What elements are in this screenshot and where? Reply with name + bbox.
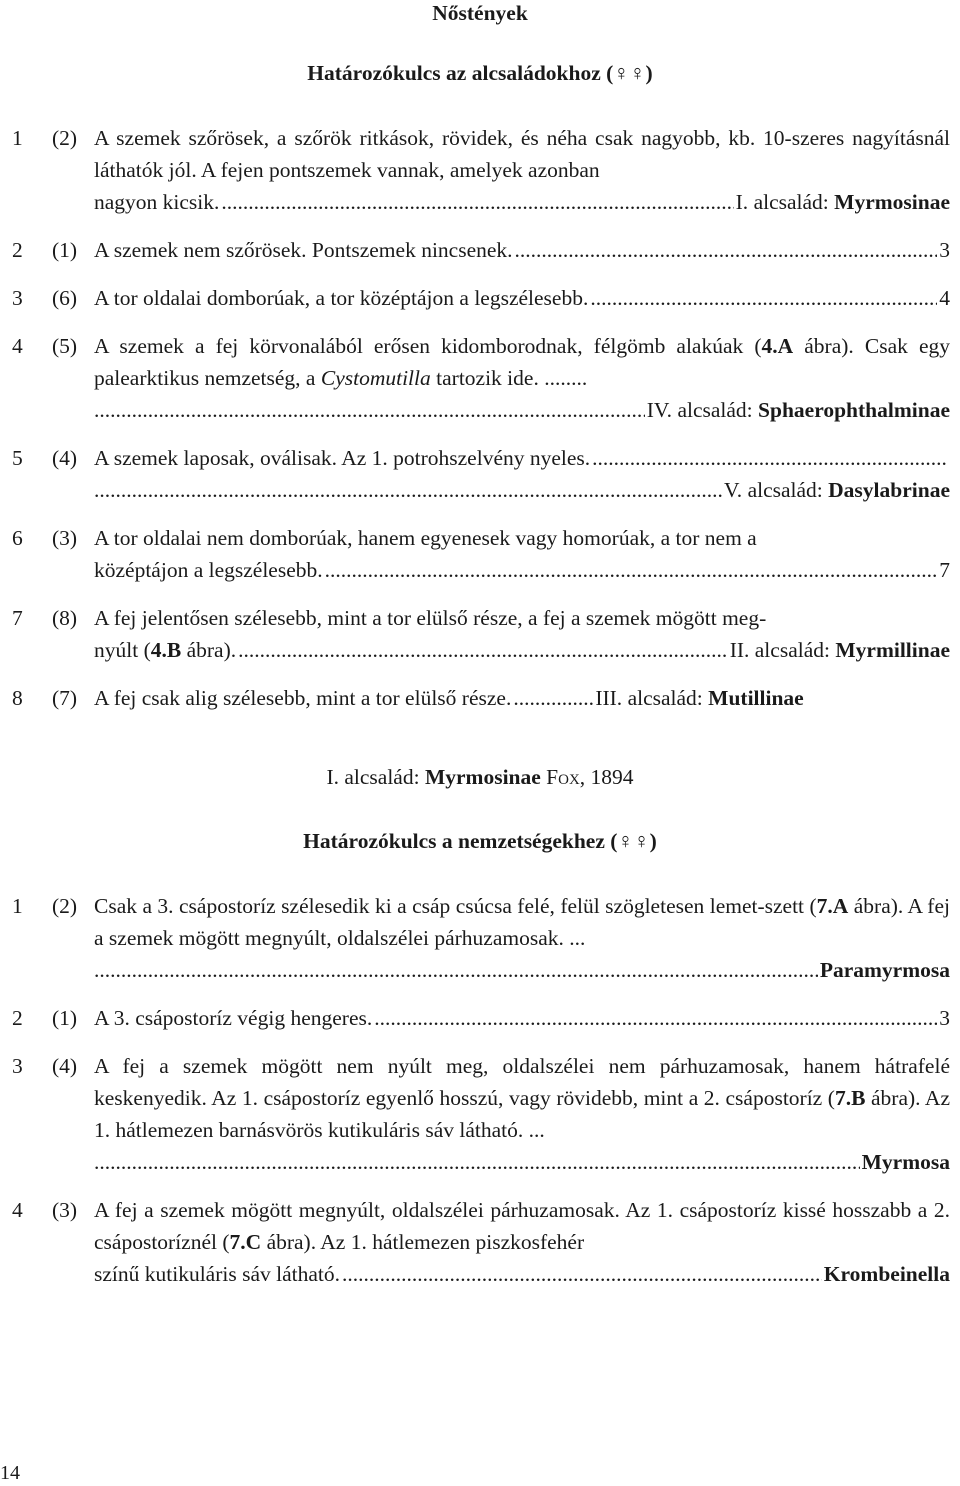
result-taxon: Dasylabrinae <box>828 478 950 502</box>
couplet-lead-line <box>94 954 950 986</box>
leader-dots <box>515 234 938 266</box>
couplet-body <box>94 1050 950 1178</box>
figure-ref: 4.B <box>150 638 182 662</box>
leader-dots: ... <box>523 1118 545 1142</box>
couplet-ref: (6) <box>52 286 78 310</box>
couplet-ref: (3) <box>52 1198 78 1222</box>
key1-title-text: Határozókulcs az alcsaládokhoz (♀♀) <box>307 61 653 85</box>
text-part: ábra). A fej a szemek mögött megnyúlt, oldalszélei párhuzamosak. <box>94 894 950 950</box>
couplet-body <box>94 890 950 986</box>
subfamily-name: Myrmosinae <box>424 765 541 789</box>
couplet-number: 1 <box>12 894 23 918</box>
result-label: alcsalád: <box>742 478 829 502</box>
subfamily-roman: I. <box>326 765 339 789</box>
figure-ref: 7.C <box>229 1230 262 1254</box>
leader-dots <box>590 282 937 314</box>
leader-dots <box>342 1258 822 1290</box>
couplet-lead-line <box>94 682 950 714</box>
leader-dots <box>94 954 818 986</box>
figure-ref: 7.A <box>816 894 849 918</box>
result-label: alcsalád: <box>672 398 759 422</box>
couplet-text <box>94 1194 950 1258</box>
couplet-text <box>94 1050 950 1146</box>
couplet-lead-line <box>94 442 950 474</box>
leader-dots: ........ <box>538 366 588 390</box>
couplet-number: 2 <box>12 1006 23 1030</box>
text-part: ábra). Az 1. hátlemezen barnásvörös kutikuláris sáv látható. <box>94 1086 950 1142</box>
leader-dots <box>513 682 593 714</box>
couplet-result: Myrmosa <box>861 1150 950 1174</box>
leader-dots <box>221 186 733 218</box>
text-part: ábra). Csak egy palearktikus nemzetség, a <box>94 334 950 390</box>
leader-dots <box>592 442 948 474</box>
result-taxon: Mutillinae <box>708 686 804 710</box>
key2-title <box>0 828 960 854</box>
couplet-result <box>724 474 950 506</box>
subfamily-heading <box>0 764 960 790</box>
leader-dots <box>374 1002 937 1034</box>
subfamily-label: alcsalád: <box>338 765 425 789</box>
couplet-lead-line <box>94 1146 950 1178</box>
couplet-body <box>94 1002 950 1034</box>
couplet-number: 5 <box>12 446 23 470</box>
couplet-body <box>94 602 950 666</box>
couplet-result: Krombeinella <box>823 1262 950 1286</box>
text-part: ábra). <box>181 638 237 662</box>
couplet-lead-line <box>94 186 950 218</box>
text-part: A szemek a fej körvonalából erősen kidomborodnak, félgömb alakúak ( <box>94 334 762 358</box>
couplet-result: Paramyrmosa <box>819 958 950 982</box>
result-taxon: Sphaerophthalminae <box>758 398 950 422</box>
result-label: alcsalád: <box>622 686 709 710</box>
couplet-lead-line <box>94 474 950 506</box>
couplet-lead-line <box>94 394 950 426</box>
couplet-lead-text: A 3. csápostoríz végig hengeres. <box>94 1006 373 1030</box>
couplet-number: 1 <box>12 126 23 150</box>
couplet-ref: (7) <box>52 686 78 710</box>
couplet-text: A szemek szőrösek, a szőrök ritkások, rövidek, és néha csak nagyobb, kb. 10-szeres nagyításnál láthatók jól. A fejen pontszemek vannak, amelyek azonban <box>94 126 950 182</box>
couplet-text: A fej jelentősen szélesebb, mint a tor elülső része, a fej a szemek mögött meg- <box>94 606 767 630</box>
couplet-result: 3 <box>939 1006 950 1030</box>
couplet-result: 4 <box>939 286 950 310</box>
couplet-text <box>94 890 950 954</box>
couplet-result <box>730 634 950 666</box>
couplet-body <box>94 234 950 266</box>
couplet-lead-line <box>94 554 950 586</box>
result-roman: III. <box>595 686 623 710</box>
text-part: tartozik ide. <box>430 366 539 390</box>
result-taxon: Myrmillinae <box>835 638 950 662</box>
text-part: ábra). Az 1. hátlemezen piszkosfehér <box>261 1230 585 1254</box>
couplet-body <box>94 1194 950 1290</box>
couplet-lead-text: A szemek nem szőrösek. Pontszemek nincsenek. <box>94 238 513 262</box>
result-roman: IV. <box>646 398 673 422</box>
key1-title <box>0 60 960 86</box>
subfamily-year: , 1894 <box>579 765 634 789</box>
text-part: A fej a szemek mögött megnyúlt, oldalszélei párhuzamosak. Az 1. csápostoríz kissé hosszabb a 2. csápostoríznél ( <box>94 1198 950 1254</box>
couplet-result <box>595 682 803 714</box>
page-heading: Nőstények <box>432 1 528 25</box>
couplet-ref: (1) <box>52 238 78 262</box>
leader-dots: ... <box>563 926 586 950</box>
couplet-ref: (8) <box>52 606 78 630</box>
page-number: 14 <box>0 1462 20 1484</box>
couplet-lead-text: A szemek laposak, oválisak. Az 1. potrohszelvény nyeles. <box>94 446 591 470</box>
genus-name: Cystomutilla <box>320 366 431 390</box>
couplet-body <box>94 330 950 426</box>
text-part: A fej a szemek mögött nem nyúlt meg, oldalszélei nem párhuzamosak, hanem hátrafelé keskenyedik. Az 1. csápostoríz egyenlő hosszú, vagy rövidebb, mint a 2. csápostoríz ( <box>94 1054 950 1110</box>
couplet-ref: (1) <box>52 1006 78 1030</box>
result-roman: V. <box>724 478 743 502</box>
figure-ref: 7.B <box>834 1086 866 1110</box>
couplet-result <box>736 186 950 218</box>
couplet-ref: (2) <box>52 894 78 918</box>
couplet-number: 3 <box>12 286 23 310</box>
couplet-lead-line <box>94 634 950 666</box>
couplet-ref: (3) <box>52 526 78 550</box>
couplet-ref: (4) <box>52 446 78 470</box>
leader-dots <box>94 394 645 426</box>
leader-dots <box>94 1146 860 1178</box>
couplet-body <box>94 122 950 218</box>
couplet-number: 7 <box>12 606 23 630</box>
couplet-ref: (4) <box>52 1054 78 1078</box>
result-label: alcsalád: <box>749 638 836 662</box>
couplet-result: 3 <box>939 238 950 262</box>
couplet-body <box>94 522 950 586</box>
text-part: Csak a 3. csápostoríz szélesedik ki a csáp csúcsa felé, felül szögletesen lemet-szett ( <box>94 894 817 918</box>
couplet-result: 7 <box>939 558 950 582</box>
couplet-ref: (5) <box>52 334 78 358</box>
couplet-lead-line <box>94 282 950 314</box>
couplet-ref: (2) <box>52 126 78 150</box>
couplet-number: 4 <box>12 1198 23 1222</box>
result-label: alcsalád: <box>748 190 835 214</box>
couplet-lead-line <box>94 1258 950 1290</box>
couplet-lead-line <box>94 234 950 266</box>
couplet-lead-text: nagyon kicsik. <box>94 190 220 214</box>
couplet-number: 2 <box>12 238 23 262</box>
couplet-result <box>647 394 950 426</box>
result-roman: I. <box>735 190 749 214</box>
couplet-body <box>94 442 950 506</box>
couplet-body <box>94 282 950 314</box>
leader-dots <box>325 554 938 586</box>
leader-dots <box>238 634 728 666</box>
key2-title-text: Határozókulcs a nemzetségekhez (♀♀) <box>303 829 657 853</box>
subfamily-author: Fox <box>546 765 580 789</box>
couplet-number: 3 <box>12 1054 23 1078</box>
figure-ref: 4.A <box>761 334 794 358</box>
couplet-lead-text: A tor oldalai domborúak, a tor középtájon a legszélesebb. <box>94 286 589 310</box>
result-roman: II. <box>729 638 750 662</box>
couplet-text: A tor oldalai nem domborúak, hanem egyenesek vagy homorúak, a tor nem a <box>94 526 757 550</box>
couplet-number: 6 <box>12 526 23 550</box>
couplet-number: 4 <box>12 334 23 358</box>
couplet-text <box>94 330 950 394</box>
couplet-lead-line <box>94 1002 950 1034</box>
text-part: nyúlt ( <box>94 638 151 662</box>
couplet-lead-text: A fej csak alig szélesebb, mint a tor elülső része. <box>94 686 512 710</box>
couplet-lead-text: színű kutikuláris sáv látható. <box>94 1262 341 1286</box>
couplet-lead-text <box>94 634 236 666</box>
leader-dots <box>94 474 722 506</box>
couplet-number: 8 <box>12 686 23 710</box>
result-taxon: Myrmosinae <box>834 190 950 214</box>
couplet-lead-text: középtájon a legszélesebb. <box>94 558 323 582</box>
couplet-body <box>94 682 950 714</box>
